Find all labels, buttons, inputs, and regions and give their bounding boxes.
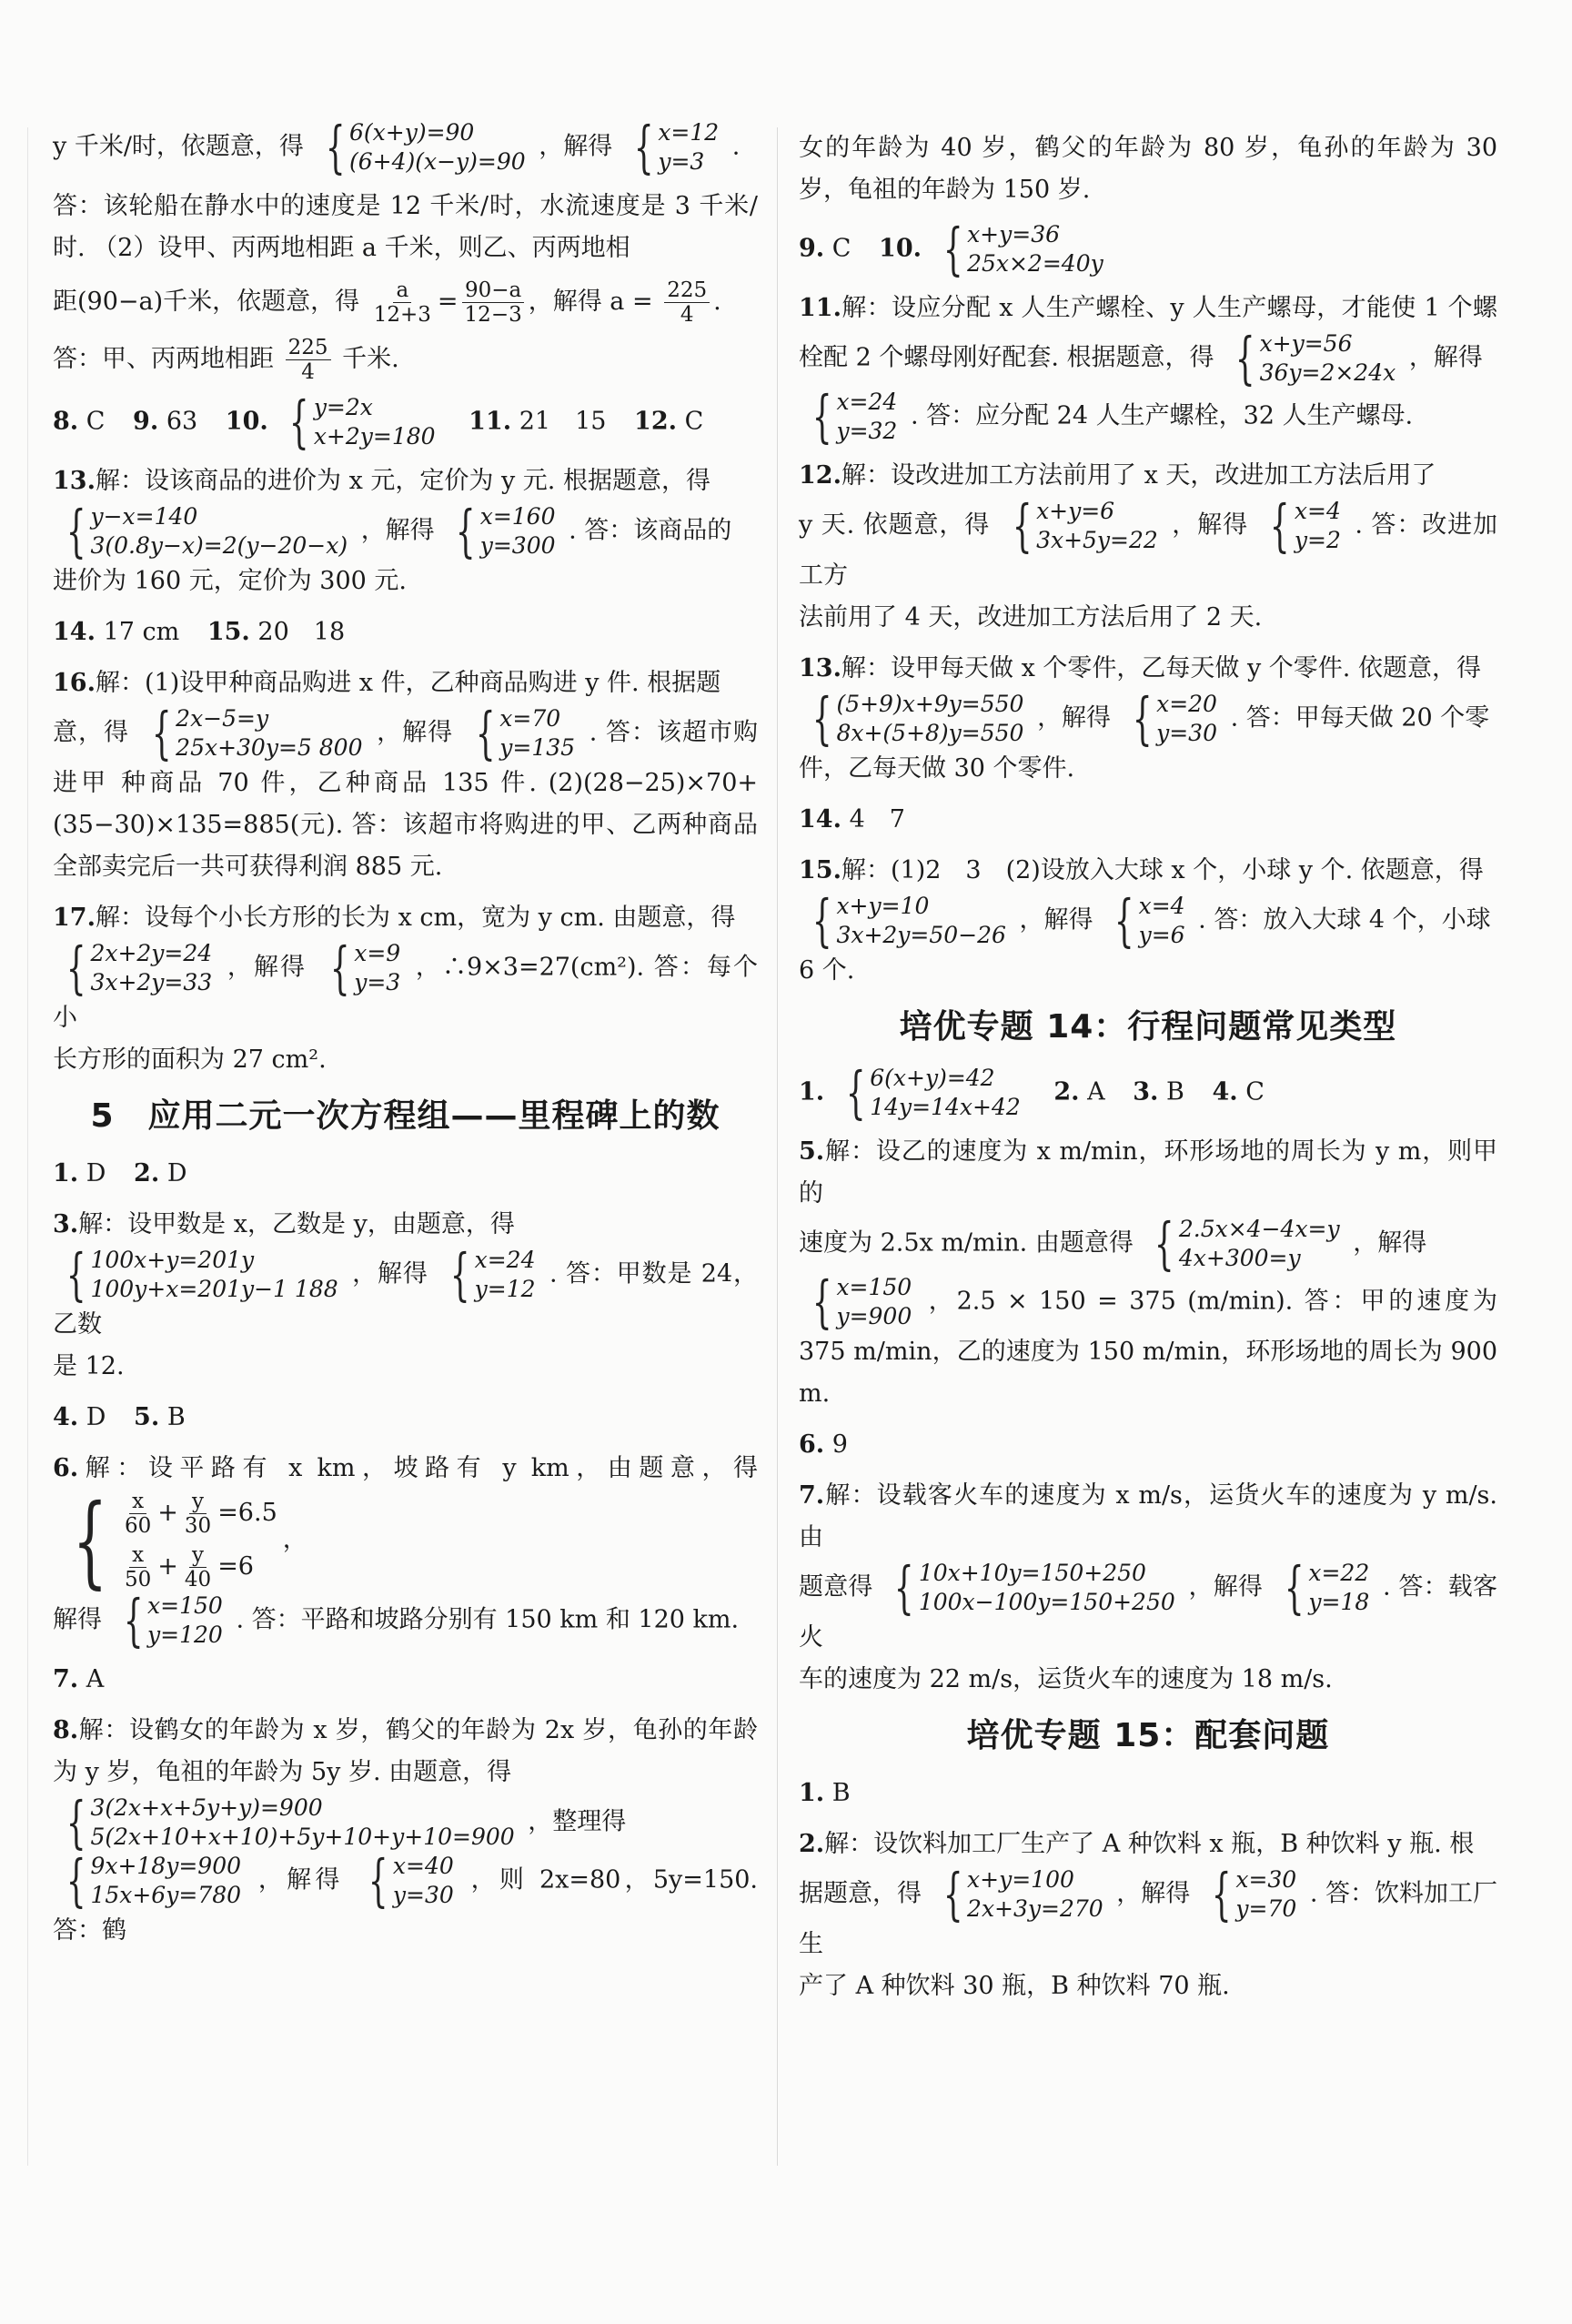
problem-16: 16.解：(1)设甲种商品购进 x 件，乙种商品购进 y 件. 根据题 意，得 { 2x−5=y 25x+30y=5 800 ，解得 { x=70 y=135 . 答：该超市购进甲 种商品 70 件，乙种商品 135 件. (2)(28−25)×70+(35−30)×135=885(元). 答：该超市将购进的甲、乙两种商品全部卖完后一共可获得利润 885 元. [53, 669, 759, 881]
answers-1-4: 1. { 6(x+y)=42 14y=14x+42 2. A 3. B 4. C [799, 1059, 1265, 1126]
problem-continued [53, 114, 758, 180]
solution-system: { x=20 y=30 [1132, 685, 1217, 752]
fraction: $\frac{225}{4}$ [664, 278, 710, 327]
solution-system: { x=4 y=2 [1270, 492, 1341, 559]
equation-line: 100x−100y=150+250 [918, 1589, 1175, 1615]
equation-line: x=150 [836, 1274, 912, 1300]
left-margin-line [27, 127, 28, 2166]
equation-line: 3(0.8y−x)=2(y−20−x) [90, 532, 348, 559]
equation-line: x=12 [658, 119, 720, 146]
equation-line: x=40 [392, 1853, 454, 1879]
equation-line: 3(2x+x+5y+y)=900 [90, 1794, 323, 1821]
equation-system: { 6(x+y)=42 14y=14x+42 [845, 1059, 1021, 1126]
equation-line: 100y+x=201y−1 188 [90, 1276, 338, 1302]
equation-line: 25x+30y=5 800 [176, 734, 363, 761]
problem-5: 5.解：设乙的速度为 x m/min，环形场地的周长为 y m，则甲的 速度为 2.5x m/min. 由题意得 { 2.5x×4−4x=y 4x+300=y ，解得 { x=150 y=900 ，2.5 × 150 = 375 (m/min). 答：甲的速度为 375 m/min，乙的速度为 150 m/min，环形场地的周长为 900 m. [799, 1137, 1497, 1408]
right-column [799, 127, 1497, 2016]
equation-system: { y=2x x+2y=180 [289, 389, 436, 455]
equation-line: (5+9)x+9y=550 [836, 691, 1024, 717]
section-heading: 培优专题 14：行程问题常见类型 [899, 1008, 1397, 1046]
equation-line: x=70 [499, 705, 561, 732]
equation-line: x=9 [354, 940, 401, 966]
equation-system: { x+y=6 3x+5y=22 [1012, 492, 1158, 559]
equation-line: 9x+18y=900 [90, 1853, 242, 1879]
answer-7: 7. A [53, 1665, 105, 1693]
equation-system: { x+y=36 25x×2=40y [942, 216, 1103, 282]
solution-system: { x=22 y=18 [1284, 1554, 1370, 1621]
equation-line: y=6 [1138, 922, 1185, 948]
equation-line: 2x−5=y [176, 705, 269, 732]
solution-system: { x=24 y=32 [811, 383, 898, 450]
fraction: $\frac{90-a}{12-3}$ [462, 278, 525, 327]
solution-system: { x=70 y=135 [475, 700, 576, 766]
answers-9-10: 9. C 10. { x+y=36 25x×2=40y [799, 216, 1103, 282]
equation-line: y=2 [1294, 527, 1341, 553]
equation-system: { 100x+y=201y 100y+x=201y−1 188 [66, 1241, 338, 1308]
equation-line: y=300 [479, 532, 556, 559]
equation-line: y=32 [836, 418, 898, 444]
problem-2: 2.解：设饮料加工厂生产了 A 种饮料 x 瓶，B 种饮料 y 瓶. 根 据题意，得 { x+y=100 2x+3y=270 ，解得 { x=30 y=70 . 答：饮料加工厂生 产了 A 种饮料 30 瓶，B 种饮料 70 瓶. [799, 1830, 1497, 2000]
equation-line: x=24 [474, 1247, 536, 1273]
answers-4-5: 4. D 5. B [53, 1403, 186, 1431]
equation-line: x+y=36 [967, 221, 1061, 248]
solution-system: { x=9 y=3 [329, 935, 401, 1001]
equation-line: y=2x [313, 394, 373, 420]
answer-1: 1. B [799, 1779, 851, 1807]
equation-system: { 3(2x+x+5y+y)=900 5(2x+10+x+10)+5y+10+y+10=900 [66, 1789, 515, 1855]
problem-6: 6.解：设平路有 x km，坡路有 y km，由题意，得 { $\frac{x}{60}$ + $\frac{y}{30}$ =6.5 $\frac{x}{50}$ + $\frac{y}{40}$ =6 ， 解得 { x=150 y=120 . 答：平路和坡路分别有 150 km 和 120 km. [53, 1454, 758, 1653]
fraction: $\frac{225}{4}$ [286, 336, 331, 384]
problem-13: 13.解：设该商品的进价为 x 元，定价为 y 元. 根据题意，得 { y−x=140 3(0.8y−x)=2(y−20−x) ，解得 { x=160 y=300 . 答：该商品的 进价为 160 元，定价为 300 元. [53, 467, 732, 595]
equation-line: y=30 [392, 1882, 454, 1908]
answer-text: 答：甲、丙两地相距 $\frac{225}{4}$ 千米. [53, 336, 399, 384]
equation-system: { $\frac{x}{60}$ + $\frac{y}{30}$ =6.5 $\frac{x}{50}$ + $\frac{y}{40}$ =6 [72, 1482, 277, 1599]
equation-system: { y−x=140 3(0.8y−x)=2(y−20−x) [66, 498, 348, 564]
equation-line: y=120 [147, 1622, 223, 1648]
equation-system: { 2.5x×4−4x=y 4x+300=y [1154, 1210, 1340, 1277]
left-column [53, 114, 759, 1961]
problem-17: 17.解：设每个小长方形的长为 x cm，宽为 y cm. 由题意，得 { 2x+2y=24 3x+2y=33 ，解得 { x=9 y=3 ，∴9×3=27(cm²). 答：每个小 长方形的面积为 27 cm². [53, 904, 759, 1074]
answer-text: 答：该轮船在静水中的速度是 12 千米/时，水流速度是 3 千米/时. （2）设甲、丙两地相距 a 千米，则乙、丙两地相 [53, 192, 758, 262]
equation-line: x+y=100 [967, 1866, 1074, 1893]
equation-line: y=30 [1156, 720, 1217, 746]
equation-line: x+y=6 [1036, 498, 1115, 524]
equation-line: y=135 [499, 734, 576, 761]
equation-line: 3x+2y=33 [90, 969, 213, 995]
answer-6: 6. 9 [799, 1430, 848, 1459]
equation-system: { x+y=10 3x+2y=50−26 [811, 887, 1006, 954]
fraction: $\frac{a}{12+3}$ [373, 278, 431, 327]
equation-line: 36y=2×24x [1259, 359, 1396, 386]
equation-system: { (5+9)x+9y=550 8x+(5+8)y=550 [811, 685, 1024, 752]
equation-system: { 10x+10y=150+250 100x−100y=150+250 [894, 1554, 1175, 1621]
equation-system: { x+y=100 2x+3y=270 [942, 1861, 1103, 1927]
solution-system: { x=150 y=900 [811, 1268, 912, 1335]
equation-line: 6(x+y)=42 [870, 1065, 995, 1091]
section-heading: 培优专题 15：配套问题 [966, 1717, 1330, 1754]
equation-line: y=3 [658, 148, 705, 175]
equation-line: 8x+(5+8)y=550 [836, 720, 1024, 746]
equation-line: 2.5x×4−4x=y [1178, 1216, 1340, 1242]
answers-14-15: 14. 17 cm 15. 20 18 [53, 618, 346, 646]
solution-system: { x=150 y=120 [123, 1587, 223, 1653]
equation-line: 4x+300=y [1178, 1245, 1301, 1271]
equation-line: x=22 [1308, 1560, 1370, 1586]
text: ，解得 [539, 132, 613, 161]
text: . [731, 132, 741, 161]
text: y 千米/时，依题意，得 [53, 132, 304, 161]
equation-system: { 6(x+y)=90 (6+4)(x−y)=90 [325, 114, 526, 180]
problem-15: 15.解：(1)2 3 (2)设放入大球 x 个，小球 y 个. 依题意，得 { x+y=10 3x+2y=50−26 ，解得 { x=4 y=6 . 答：放入大球 4 个，小球 6 个. [799, 856, 1491, 985]
equation-line: 100x+y=201y [90, 1247, 255, 1273]
equation-system: { 2x+2y=24 3x+2y=33 [66, 935, 213, 1001]
solution-system: { x=12 y=3 [633, 114, 720, 180]
section-heading: 5 应用二元一次方程组——里程碑上的数 [90, 1097, 720, 1135]
solution-system: { x=4 y=6 [1114, 887, 1185, 954]
equation-line: 6(x+y)=90 [348, 119, 475, 146]
problem-13: 13.解：设甲每天做 x 个零件，乙每天做 y 个零件. 依题意，得 { (5+9)x+9y=550 8x+(5+8)y=550 ，解得 { x=20 y=30 . 答：甲每天做 20 个零 件，乙每天做 30 个零件. [799, 654, 1490, 783]
equation-line: y=3 [354, 969, 401, 995]
equation-line: 2x+3y=270 [967, 1895, 1103, 1922]
problem-8: 8.解：设鹤女的年龄为 x 岁，鹤父的年龄为 2x 岁，龟孙的年龄为 y 岁，龟祖的年龄为 5y 岁. 由题意，得 { 3(2x+x+5y+y)=900 5(2x+10+x+10)+5y+10+y+10=900 ，整理得 { 9x+18y=900 15x+6y=780 ，解得 { x=40 y=30 ，则 2x=80，5y=150. 答：鹤 [53, 1716, 759, 1945]
equation-line: y=70 [1235, 1895, 1297, 1922]
text: ，解得 a = [528, 288, 653, 316]
equation-line: y=12 [474, 1276, 536, 1302]
answers-8-12: 8. C 9. 63 10. { y=2x x+2y=180 11. 21 15 12. C [53, 389, 704, 455]
equation-system: { x+y=56 36y=2×24x [1234, 325, 1396, 391]
problem-3: 3.解：设甲数是 x，乙数是 y，由题意，得 { 100x+y=201y 100y+x=201y−1 188 ，解得 { x=24 y=12 . 答：甲数是 24，乙数 是 12. [53, 1210, 758, 1380]
equation-line: 14y=14x+42 [870, 1094, 1021, 1120]
solution-system: { x=30 y=70 [1211, 1861, 1297, 1927]
answer-14: 14. 4 7 [799, 805, 905, 834]
problem-7: 7.解：设载客火车的速度为 x m/s，运货火车的速度为 y m/s. 由 题意得 { 10x+10y=150+250 100x−100y=150+250 ，解得 { x=22 y=18 . 答：载客火 车的速度为 22 m/s，运货火车的速度为 18 m/s. [799, 1481, 1497, 1693]
equation-line: x+y=56 [1259, 330, 1353, 357]
equation-line: 3x+2y=50−26 [836, 922, 1006, 948]
solution-system: { x=40 y=30 [368, 1847, 454, 1914]
equation-line: 15x+6y=780 [90, 1882, 242, 1908]
equation-line: y−x=140 [90, 503, 198, 530]
column-divider [777, 127, 778, 2166]
equation-line: x=30 [1235, 1866, 1297, 1893]
equation-system: { 2x−5=y 25x+30y=5 800 [151, 700, 363, 766]
equation-line: (6+4)(x−y)=90 [348, 148, 526, 175]
equation-system: { 9x+18y=900 15x+6y=780 [66, 1847, 242, 1914]
equation-line: x=4 [1294, 498, 1341, 524]
answers-1-2: 1. D 2. D [53, 1159, 187, 1187]
equation-line: x=20 [1156, 691, 1217, 717]
equation-line: y=18 [1308, 1589, 1370, 1615]
equation-line: 3x+5y=22 [1036, 527, 1158, 553]
problem-11: 11.解：设应分配 x 人生产螺栓、y 人生产螺母，才能使 1 个螺栓配 2 个螺母刚好配套. 根据题意，得 { x+y=56 36y=2×24x ，解得 { x=24 y=32 . 答：应分配 24 人生产螺栓，32 人生产螺母. [799, 294, 1497, 450]
equation-line: x+2y=180 [313, 423, 436, 450]
answer-text: 女的年龄为 40 岁，鹤父的年龄为 80 岁，龟孙的年龄为 30 岁，龟祖的年龄为 150 岁. [799, 134, 1497, 204]
equation-line: 10x+10y=150+250 [918, 1560, 1146, 1586]
equation-line: 25x×2=40y [967, 250, 1103, 277]
text: 距(90−a)千米，依题意，得 [53, 288, 360, 316]
problem-12: 12.解：设改进加工方法前用了 x 天，改进加工方法后用了 y 天. 依题意，得 { x+y=6 3x+5y=22 ，解得 { x=4 y=2 . 答：改进加工方 法前用了 4 天，改进加工方法后用了 2 天. [799, 461, 1497, 632]
solution-system: { x=24 y=12 [450, 1241, 536, 1308]
equation-line: x=160 [479, 503, 556, 530]
equation-line: 2x+2y=24 [90, 940, 213, 966]
equation-line: x=24 [836, 389, 898, 415]
equation-line: x+y=10 [836, 893, 930, 919]
equation-line: x=150 [147, 1592, 223, 1619]
equation-line: x=4 [1138, 893, 1185, 919]
equation-line: 距(90−a)千米，依题意，得 $\frac{a}{12+3}$ = $\frac{90-a}{12-3}$ ，解得 a = $\frac{225}{4}$ . [53, 278, 721, 327]
solution-system: { x=160 y=300 [456, 498, 556, 564]
equation-line: 5(2x+10+x+10)+5y+10+y+10=900 [90, 1824, 515, 1850]
equation-line: y=900 [836, 1303, 912, 1329]
